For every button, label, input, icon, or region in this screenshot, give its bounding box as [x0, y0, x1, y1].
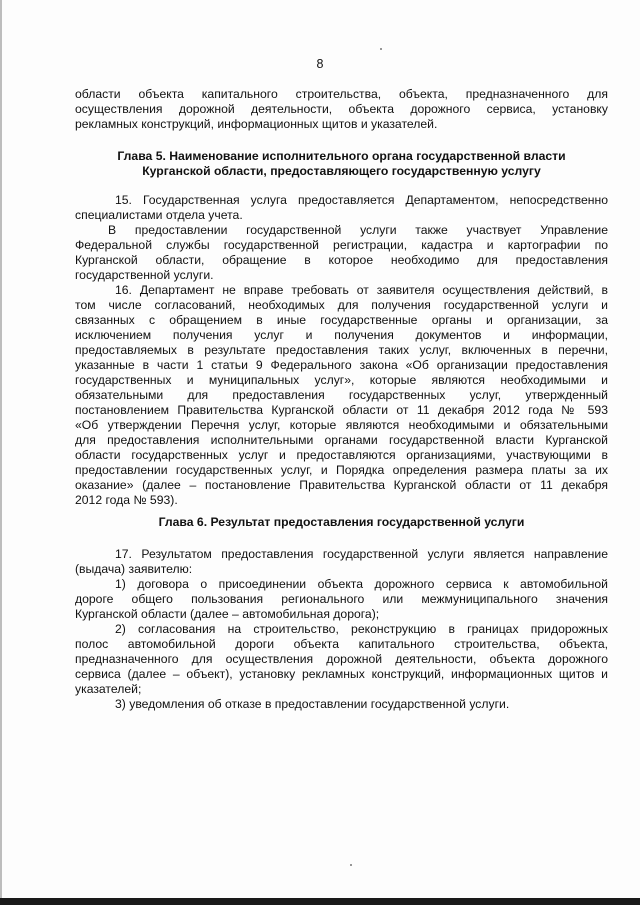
item-3-line-1: 3) уведомления об отказе в предоставлении государственной услуги. [115, 697, 510, 711]
paragraph-16-line-9: постановлением Правительства Курганской области от 11 декабря 2012 года № 593 [75, 403, 608, 417]
paragraph-16-line-8: обязательными для предоставления государственных услуг, утвержденный [75, 388, 608, 402]
scan-speck [380, 48, 382, 50]
scan-bottom-edge [0, 898, 640, 905]
paragraph-17-line-1: 17. Результатом предоставления государственной услуги является направление [115, 547, 608, 561]
item-2-line-1: 2) согласования на строительство, реконструкцию в границах придорожных [115, 622, 608, 636]
paragraph-16-line-11: для предоставления исполнительными органами государственной власти Курганской [75, 433, 608, 447]
paragraph-16-line-14: оказание» (далее – постановление Правительства Курганской области от 11 декабря [75, 478, 608, 492]
paragraph-15b-line-4: государственной услуги. [75, 268, 214, 282]
page-number: 8 [316, 57, 324, 71]
paragraph-16-line-1: 16. Департамент не вправе требовать от заявителя осуществления действий, в [115, 283, 608, 297]
paragraph-16-line-13: предоставлении государственных услуг, и Порядка определения размера платы за их [75, 463, 608, 477]
paragraph-16-line-3: связанных с обращением в иные государственные органы и организации, за [75, 313, 608, 327]
chapter5-heading-line-1: Глава 5. Наименование исполнительного органа государственной власти [117, 149, 566, 163]
scan-speck [350, 864, 352, 866]
intro-line-2: осуществления дорожной деятельности, объекта дорожного сервиса, установку [75, 102, 608, 116]
intro-line-1: области объекта капитального строительства, объекта, предназначенного для [75, 87, 608, 101]
item-2-line-5: указателей; [75, 682, 142, 696]
paragraph-15b-line-3: Курганской области, обращение в которое необходимо для предоставления [75, 253, 608, 267]
item-2-line-3: предназначенного для осуществления дорожной деятельности, объекта дорожного [75, 652, 608, 666]
paragraph-16-line-5: предоставляемых в результате предоставления таких услуг, включенных в перечни, [75, 343, 608, 357]
paragraph-16-line-4: исключением получения услуг и получения документов и информации, [75, 328, 608, 342]
item-1-line-2: дороге общего пользования регионального или межмуниципального значения [75, 592, 608, 606]
chapter5-heading-line-2: Курганской области, предоставляющего государственную услугу [142, 164, 541, 178]
paragraph-15b-line-1: В предоставлении государственной услуги также участвует Управление [108, 223, 608, 237]
paragraph-16-line-6: указанные в части 1 статьи 9 Федерального закона «Об организации предоставления [75, 358, 608, 372]
paragraph-16-line-12: области государственных услуг и предоставляются организациями, участвующими в [75, 448, 608, 462]
paragraph-15-line-2: специалистами отдела учета. [75, 208, 243, 222]
item-2-line-2: полос автомобильной дороги объекта капитального строительства, объекта, [75, 637, 608, 651]
paragraph-17-line-2: (выдача) заявителю: [75, 562, 193, 576]
paragraph-16-line-7: государственных и муниципальных услуг», которые являются необходимыми и [75, 373, 608, 387]
intro-line-3: рекламных конструкций, информационных щитов и указателей. [75, 117, 438, 131]
item-1-line-1: 1) договора о присоединении объекта дорожного сервиса к автомобильной [115, 577, 608, 591]
item-1-line-3: Курганской области (далее – автомобильная дорога); [75, 607, 380, 621]
paragraph-16-line-10: «Об утверждении Перечня услуг, которые являются необходимыми и обязательными [75, 418, 608, 432]
paragraph-16-line-15: 2012 года № 593). [75, 493, 178, 507]
scan-left-edge [0, 0, 2, 905]
paragraph-15b-line-2: Федеральной службы государственной регистрации, кадастра и картографии по [75, 238, 608, 252]
paragraph-15-line-1: 15. Государственная услуга предоставляется Департаментом, непосредственно [115, 193, 608, 207]
chapter6-heading: Глава 6. Результат предоставления государственной услуги [158, 515, 525, 529]
paragraph-16-line-2: том числе согласований, необходимых для получения государственной услуги и [75, 298, 608, 312]
item-2-line-4: сервиса (далее – объект), установку рекламных конструкций, информационных щитов и [75, 667, 608, 681]
